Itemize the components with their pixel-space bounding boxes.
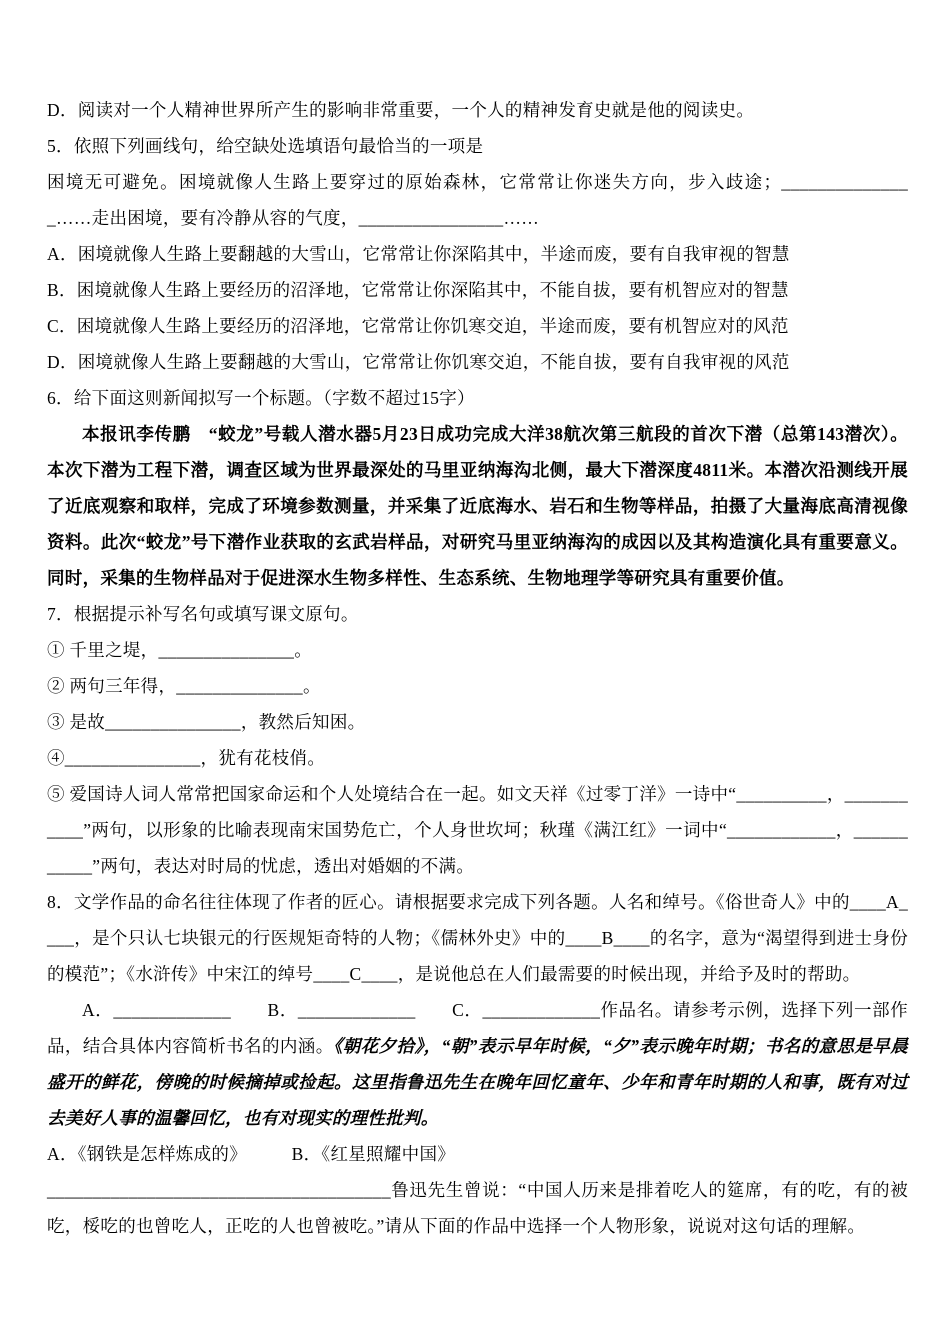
q7-item-3: ③ 是故_______________，教然后知困。 bbox=[47, 712, 366, 732]
q5-option-c: C．困境就像人生路上要经历的沼泽地，它常常让你饥寒交迫，半途而废，要有机智应对的风范 bbox=[47, 316, 789, 336]
q4-option-d: D．阅读对一个人精神世界所产生的影响非常重要，一个人的精神发育史就是他的阅读史。 bbox=[47, 100, 755, 120]
q5-option-d: D．困境就像人生路上要翻越的大雪山，它常常让你饥寒交迫，不能自拔，要有自我审视的风范 bbox=[47, 352, 790, 372]
q7-stem: 7．根据提示补写名句或填写课文原句。 bbox=[47, 604, 359, 624]
q7-item-4: ④_______________，犹有花枝俏。 bbox=[47, 748, 326, 768]
q8-stem: 8．文学作品的命名往往体现了作者的匠心。请根据要求完成下列各题。人名和绰号。《俗世奇人》中的____A____，是个只认七块银元的行医规矩奇特的人物；《儒林外史》中的____B____的名字，意为“渴望得到进士身份的模范”；《水浒传》中宋江的绰号____C____，是说他总在人们最需要的时候出现，并给予及时的帮助。 bbox=[47, 892, 908, 984]
q8-abc-blanks-text: A．_____________ B．_____________ C．_____________作品名。请参考示例，选择下列一部作品，结合具体内容简析书名的内涵。 bbox=[47, 1000, 908, 1056]
q8-example-analysis: 《朝花夕拾》，“朝”表示早年时候，“夕”表示晚年时期；书名的意思是早晨盛开的鲜花，傍晚的时候摘掉或捡起。这里指鲁迅先生在晚年回忆童年、少年和青年时期的人和事，既有对过去美好人事的温馨回忆，也有对现实的理性批判。 bbox=[47, 1036, 908, 1128]
q8-work-choices: A．《钢铁是怎样炼成的》 B．《红星照耀中国》 bbox=[47, 1144, 456, 1164]
q8-luxun-quote: ______________________________________鲁迅先生曾说：“中国人历来是排着吃人的筵席，有的吃，有的被吃，桵吃的也曾吃人，正吃的人也曾被吃。”请从下面的作品中选择一个人物形象，说说对这句话的理解。 bbox=[47, 1180, 908, 1236]
q6-stem: 6．给下面这则新闻拟写一个标题。（字数不超过15字） bbox=[47, 388, 475, 408]
q7-item-1: ① 千里之堤，_______________。 bbox=[47, 640, 313, 660]
q8-abc-blanks bbox=[47, 992, 908, 1136]
q5-stem: 5．依照下列画线句，给空缺处选填语句最恰当的一项是 bbox=[47, 136, 484, 156]
q5-option-b: B．困境就像人生路上要经历的沼泽地，它常常让你深陷其中，不能自拔，要有机智应对的智慧 bbox=[47, 280, 789, 300]
q7-item-2: ② 两句三年得，______________。 bbox=[47, 676, 321, 696]
q6-news-paragraph: 本报讯李传鹏 “蛟龙”号载人潜水器5月23日成功完成大洋38航次第三航段的首次下潜（总第143潜次）。本次下潜为工程下潜，调查区域为世界最深处的马里亚纳海沟北侧，最大下潜深度4811米。本潜次沿测线开展了近底观察和取样，完成了环境参数测量，并采集了近底海水、岩石和生物等样品，拍摄了大量海底高清视像资料。此次“蛟龙”号下潜作业获取的玄武岩样品，对研究马里亚纳海沟的成因以及其构造演化具有重要意义。同时，采集的生物样品对于促进深水生物多样性、生态系统、生物地理学等研究具有重要价值。 bbox=[47, 424, 908, 588]
q5-passage: 困境无可避免。困境就像人生路上要穿过的原始森林，它常常让你迷失方向，步入歧途；_______________……走出困境，要有冷静从容的气度，________________…… bbox=[47, 172, 908, 228]
q7-item-5: ⑤ 爱国诗人词人常常把国家命运和个人处境结合在一起。如文天祥《过零丁洋》一诗中“__________，___________”两句，以形象的比喻表现南宋国势危亡，个人身世坎坷；秋瑾《满江红》一词中“____________，___________”两句，表达对时局的忧虑，透出对婚姻的不满。 bbox=[47, 784, 908, 876]
q5-option-a: A．困境就像人生路上要翻越的大雪山，它常常让你深陷其中，半途而废，要有自我审视的智慧 bbox=[47, 244, 790, 264]
